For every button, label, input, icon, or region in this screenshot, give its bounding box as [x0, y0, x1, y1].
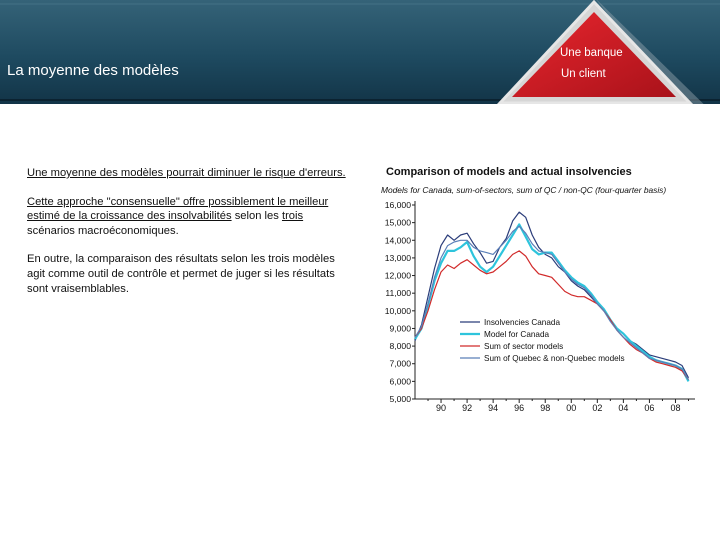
y-tick-label: 13,000 [384, 252, 411, 263]
legend-label-1: Insolvencies Canada [484, 318, 561, 327]
plot-area [385, 200, 695, 413]
paragraph-3-text: En outre, la comparaison des résultats selon les trois modèles agit comme outil de contrôle et permet de juger si les résultats sont vraisemblables. [27, 253, 335, 295]
x-tick-label: 96 [514, 403, 525, 413]
paragraph-2-part-c: trois [281, 210, 304, 223]
x-tick-label: 08 [670, 403, 681, 413]
y-tick-label: 8,000 [389, 341, 411, 352]
chart-subtitle: Models for Canada, sum-of-sectors, sum of QC / non-QC (four-quarter basis) [381, 185, 667, 195]
y-tick-label: 6,000 [389, 376, 411, 387]
chart-title: Comparison of models and actual insolvencies [386, 166, 632, 178]
y-tick-label: 5,000 [389, 394, 411, 404]
y-tick-label: 9,000 [389, 323, 411, 334]
y-tick-label: 11,000 [385, 288, 411, 299]
series-line-1 [415, 212, 689, 378]
triangle-label-bank: Une banque [560, 47, 623, 59]
paragraph-2-part-b: selon les [231, 210, 282, 223]
y-tick-label: 14,000 [384, 235, 411, 246]
triangle-label-client: Un client [561, 68, 606, 80]
page-title: La moyenne des modèles [7, 62, 179, 79]
paragraph-1-text: Une moyenne des modèles pourrait diminuer le risque d'erreurs. [27, 167, 346, 179]
paragraph-2-part-d: scénarios macroéconomiques. [27, 224, 179, 237]
paragraph-2 [27, 195, 349, 239]
paragraph-1 [27, 166, 349, 181]
legend-label-3: Sum of sector models [484, 342, 564, 351]
x-tick-label: 98 [540, 403, 551, 413]
y-tick-label: 7,000 [389, 358, 411, 369]
legend-label-2: Model for Canada [484, 330, 550, 339]
paragraph-2-part-a: Cette approche "consensuelle" offre possiblement le meilleur estimé de la croissance des insolvabilités [27, 195, 329, 223]
x-tick-label: 04 [618, 403, 629, 413]
insolvency-chart [378, 160, 720, 420]
slide-header-banner [0, 0, 720, 104]
chart-svg [378, 160, 720, 420]
x-tick-label: 00 [566, 403, 577, 413]
body-text [27, 166, 349, 310]
x-tick-label: 94 [488, 403, 499, 413]
paragraph-3 [27, 252, 349, 296]
x-tick-label: 92 [462, 403, 473, 413]
y-tick-label: 10,000 [384, 305, 411, 316]
x-tick-label: 90 [436, 403, 447, 413]
y-tick-label: 16,000 [384, 200, 411, 210]
x-tick-label: 06 [644, 403, 655, 413]
y-tick-label: 15,000 [384, 217, 411, 228]
legend-label-4: Sum of Quebec & non-Quebec models [484, 354, 625, 363]
x-tick-label: 02 [592, 403, 603, 413]
y-tick-label: 12,000 [384, 270, 411, 281]
